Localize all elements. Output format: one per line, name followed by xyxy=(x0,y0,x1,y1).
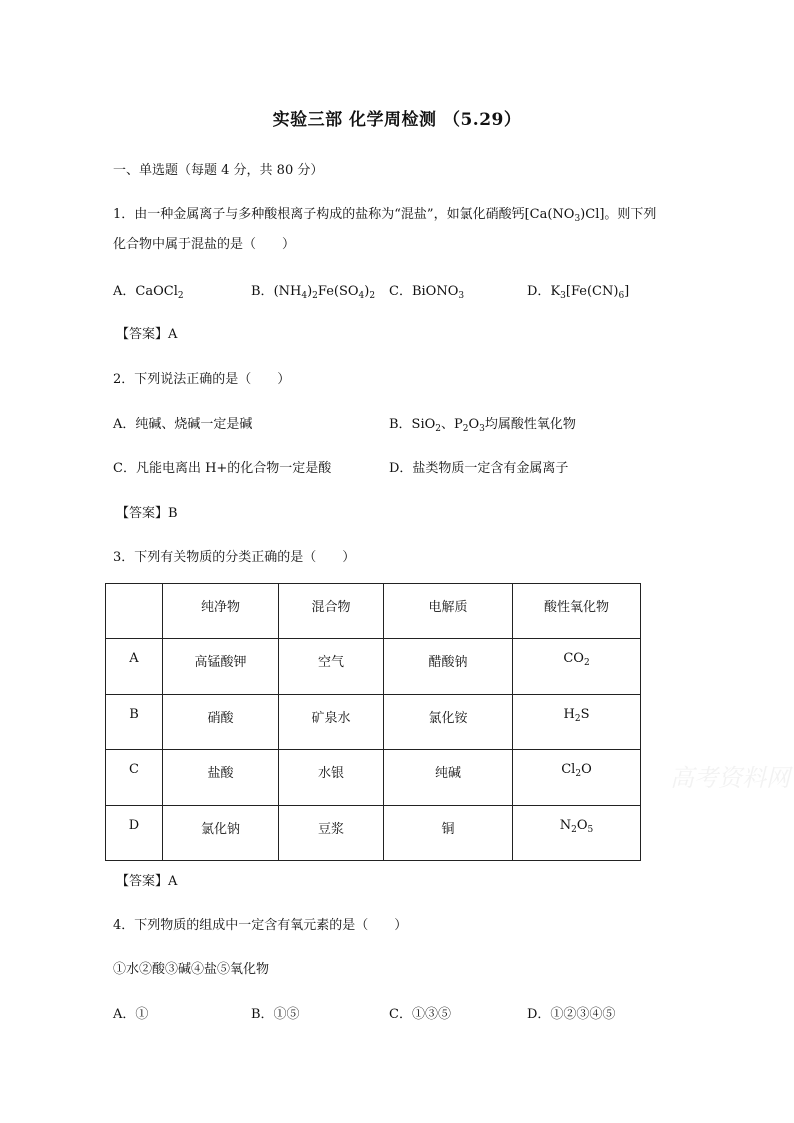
table-header-cell: 酸性氧化物 xyxy=(513,584,641,639)
table-cell: 铜 xyxy=(384,805,513,860)
question-2-option-b: B．SiO$_2$、$P_2O_3$均属酸性氧化物 xyxy=(389,417,576,434)
table-cell: 水银 xyxy=(279,750,384,805)
question-2-stem: 2．下列说法正确的是（ ） xyxy=(113,372,291,387)
table-cell: $CO_2$ xyxy=(513,639,641,694)
question-1-answer: 【答案】A xyxy=(116,327,178,342)
question-1-stem-line1: 1．由一种金属离子与多种酸根离子构成的盐称为“混盐”，如氯化硝酸钙$[Ca(NO_3)Cl]$。则下列 xyxy=(113,207,657,224)
watermark: 高考资料网 xyxy=(670,764,790,792)
table-header-cell: 纯净物 xyxy=(163,584,279,639)
table-cell: A xyxy=(106,639,163,694)
table-header-cell xyxy=(106,584,163,639)
question-4-stem: 4．下列物质的组成中一定含有氧元素的是（ ） xyxy=(113,918,408,933)
question-1-stem-line2: 化合物中属于混盐的是（ ） xyxy=(113,237,296,252)
table-header-cell: 混合物 xyxy=(279,584,384,639)
question-4-option-b: B．①⑤ xyxy=(251,1007,300,1022)
question-3-answer: 【答案】A xyxy=(116,874,178,889)
table-cell: C xyxy=(106,750,163,805)
table-header-cell: 电解质 xyxy=(384,584,513,639)
question-1-option-c: C．BiONO$_3$ xyxy=(389,284,465,301)
question-4-option-d: D．①②③④⑤ xyxy=(527,1007,616,1022)
page-title: 实验三部 化学周检测 （5.29） xyxy=(272,110,522,130)
table-row xyxy=(106,694,641,749)
table-row xyxy=(106,639,641,694)
classification-table xyxy=(105,583,641,861)
table-header-row xyxy=(106,584,641,639)
question-1-option-d: D．$K_3[Fe(CN)_6]$ xyxy=(527,284,630,301)
question-2-option-a: A．纯碱、烧碱一定是碱 xyxy=(113,417,253,432)
table-cell: 豆浆 xyxy=(279,805,384,860)
table-cell: 硝酸 xyxy=(163,694,279,749)
table-cell: 醋酸钠 xyxy=(384,639,513,694)
question-1-option-a: A．CaOCl$_2$ xyxy=(113,284,184,301)
question-2-answer: 【答案】B xyxy=(116,506,178,521)
table-cell: 纯碱 xyxy=(384,750,513,805)
table-cell: 氯化钠 xyxy=(163,805,279,860)
table-row xyxy=(106,750,641,805)
table-cell: 高锰酸钾 xyxy=(163,639,279,694)
table-cell: 空气 xyxy=(279,639,384,694)
question-1-option-b: B．$(NH_4)_2Fe(SO_4)_2$ xyxy=(251,284,376,301)
table-cell: 矿泉水 xyxy=(279,694,384,749)
table-cell: D xyxy=(106,805,163,860)
question-2-option-c: C．凡能电离出 H+的化合物一定是酸 xyxy=(113,461,332,476)
table-cell: $N_2O_5$ xyxy=(513,805,641,860)
question-3-stem: 3．下列有关物质的分类正确的是（ ） xyxy=(113,550,356,565)
question-2-option-d: D．盐类物质一定含有金属离子 xyxy=(389,461,569,476)
table-cell: 氯化铵 xyxy=(384,694,513,749)
question-4-items: ①水②酸③碱④盐⑤氧化物 xyxy=(113,962,270,977)
table-cell: $H_2S$ xyxy=(513,694,641,749)
section-heading: 一、单选题（每题 4 分，共 80 分） xyxy=(113,163,324,178)
table-cell: 盐酸 xyxy=(163,750,279,805)
question-4-option-a: A．① xyxy=(113,1007,149,1022)
table-cell: B xyxy=(106,694,163,749)
table-cell: $Cl_2O$ xyxy=(513,750,641,805)
table-row xyxy=(106,805,641,860)
question-4-option-c: C．①③⑤ xyxy=(389,1007,451,1022)
